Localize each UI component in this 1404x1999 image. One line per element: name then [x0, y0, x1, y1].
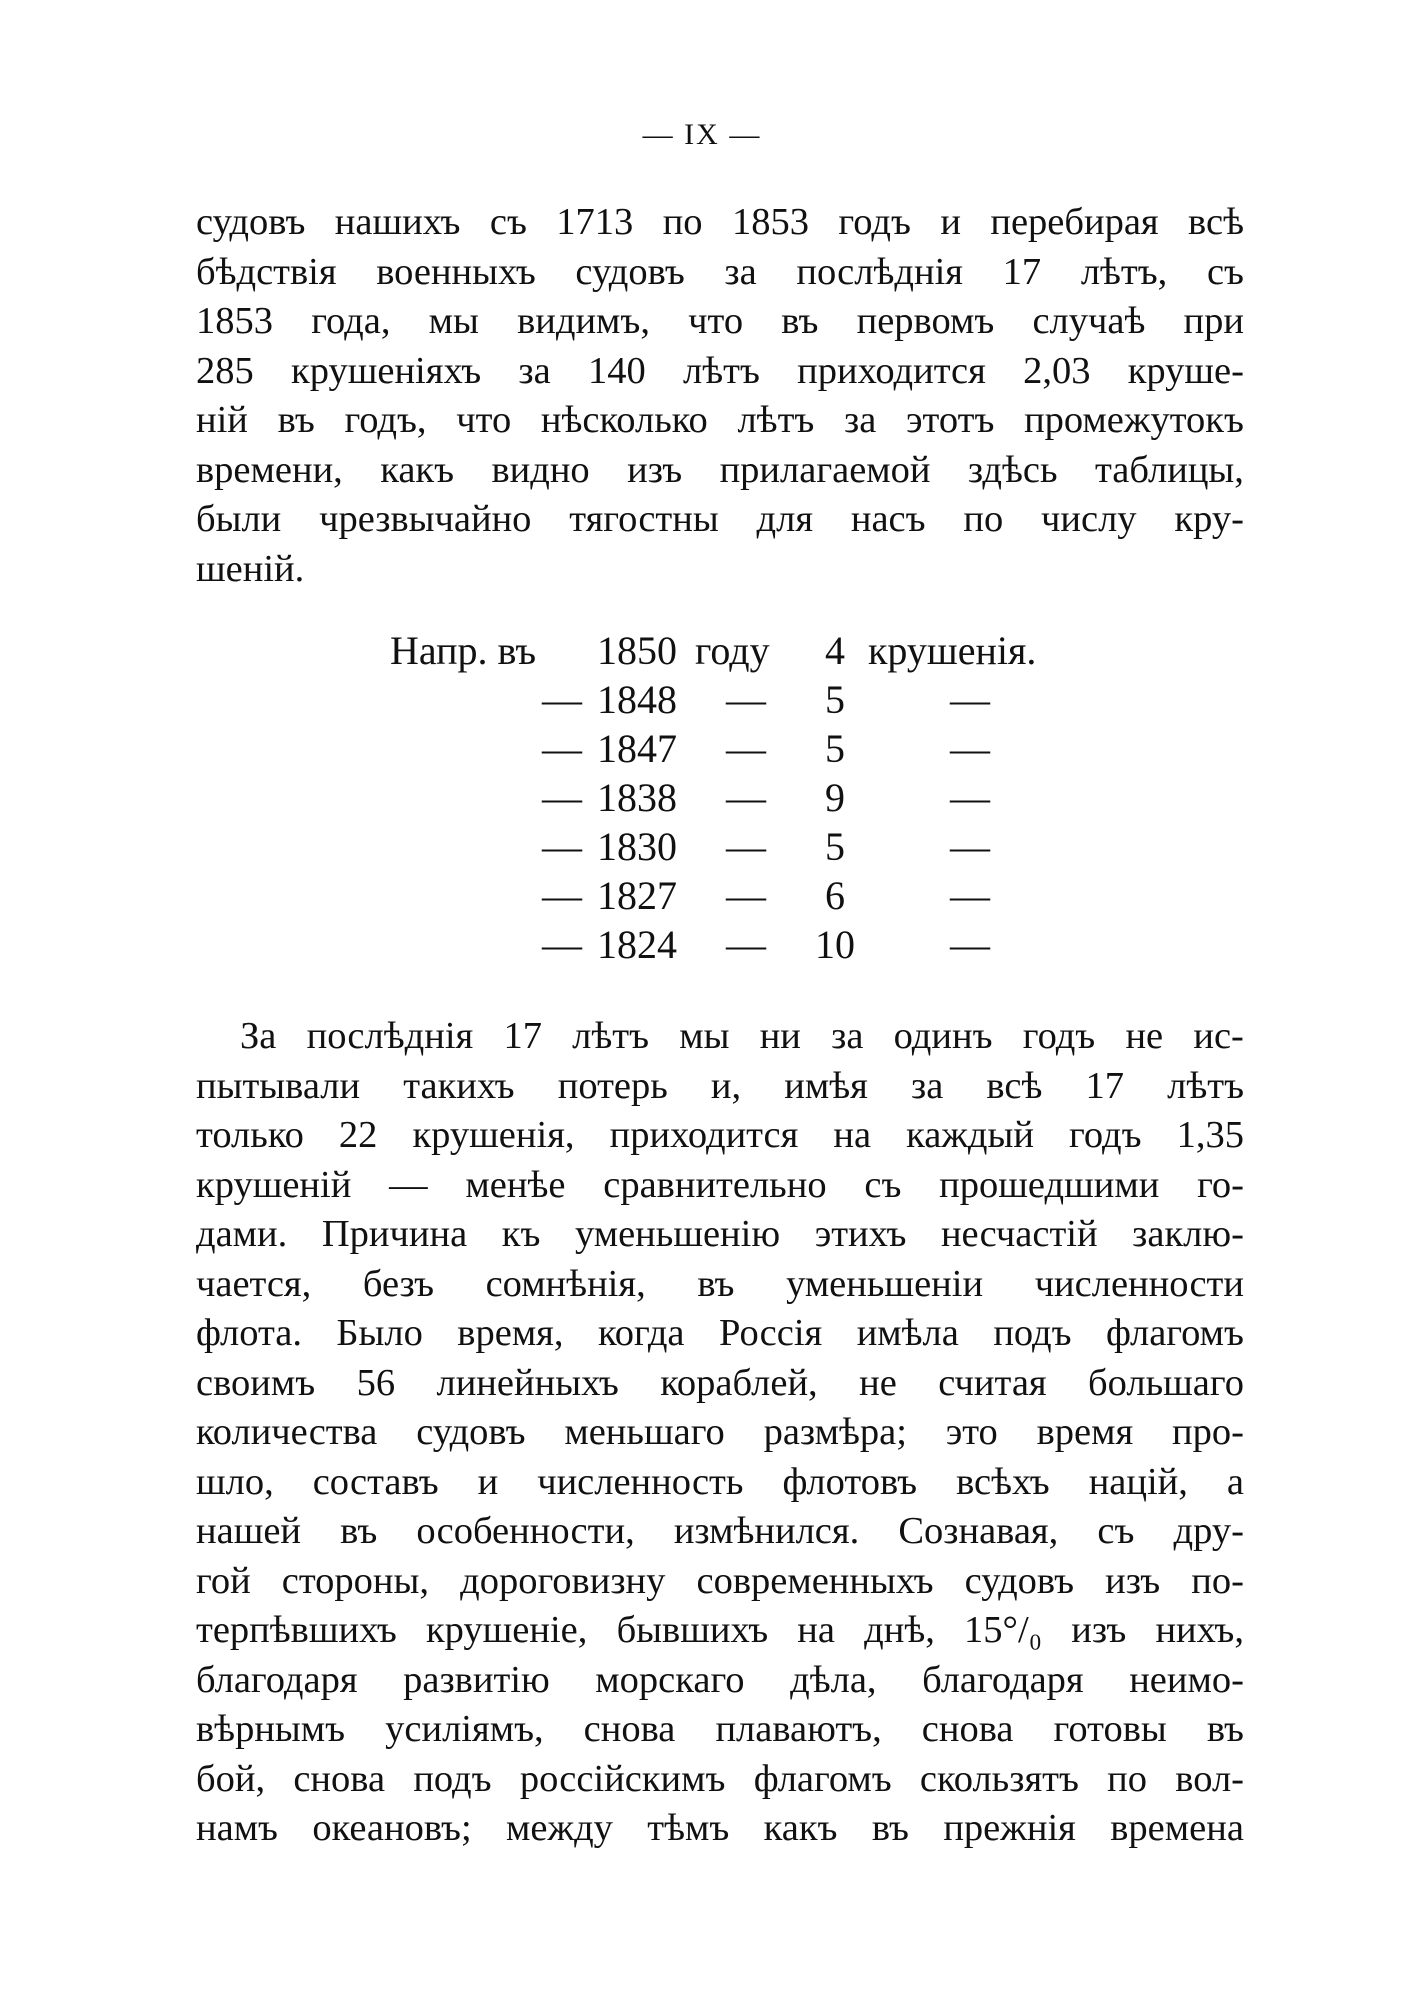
ditto-dash: —: [726, 873, 766, 918]
table-year: 1848: [597, 677, 677, 722]
table-year: 1827: [597, 873, 677, 918]
ditto-dash: —: [950, 677, 990, 722]
table-count: 6: [825, 873, 845, 918]
ditto-dash: —: [726, 775, 766, 820]
ditto-dash: —: [542, 775, 582, 820]
text-line: 285 крушеніяхъ за 140 лѣтъ приходится 2,03 круше-: [196, 349, 1244, 392]
table-count: 4: [825, 628, 845, 673]
table-word: году: [695, 628, 770, 673]
text-line: намъ океановъ; между тѣмъ какъ въ прежнія времена: [196, 1807, 1244, 1849]
text-line: вѣрнымъ усиліямъ, снова плаваютъ, снова готовы въ: [196, 1708, 1244, 1750]
table-row: [0, 724, 1404, 773]
text-line: терпѣвшихъ крушеніе, бывшихъ на днѣ, 15°/₀ изъ нихъ,: [196, 1609, 1244, 1651]
table-row: [0, 822, 1404, 871]
ditto-dash: —: [542, 726, 582, 771]
text-line: пытывали такихъ потерь и, имѣя за всѣ 17 лѣтъ: [196, 1064, 1244, 1107]
text-line: благодаря развитію морскаго дѣла, благодаря неимо-: [196, 1658, 1244, 1701]
page-number: — IX —: [642, 118, 762, 151]
text-line: шеній.: [196, 547, 305, 590]
text-line: времени, какъ видно изъ прилагаемой здѣсь таблицы,: [196, 448, 1244, 491]
table-year: 1847: [597, 726, 677, 771]
ditto-dash: —: [726, 824, 766, 869]
ditto-dash: —: [542, 873, 582, 918]
table-year: 1850: [597, 628, 677, 673]
text-line: шло, составъ и численность флотовъ всѣхъ націй, а: [196, 1460, 1244, 1503]
text-line: бѣдствія военныхъ судовъ за послѣднія 17 лѣтъ, съ: [196, 250, 1244, 293]
text-line: гой стороны, дороговизну современныхъ судовъ изъ по-: [196, 1559, 1244, 1602]
ditto-dash: —: [950, 873, 990, 918]
ditto-dash: —: [726, 726, 766, 771]
text-line: количества судовъ меньшаго размѣра; это время про-: [196, 1411, 1244, 1453]
text-line: флота. Было время, когда Россія имѣла подъ флагомъ: [196, 1312, 1244, 1354]
table-count: 5: [825, 824, 845, 869]
table-year: 1838: [597, 775, 677, 820]
text-line: судовъ нашихъ съ 1713 по 1853 годъ и перебирая всѣ: [196, 201, 1244, 243]
paragraph-1: [196, 198, 1244, 594]
ditto-dash: —: [542, 824, 582, 869]
text-line: 1853 года, мы видимъ, что въ первомъ случаѣ при: [196, 300, 1244, 342]
table-row: [0, 675, 1404, 724]
ditto-dash: —: [950, 775, 990, 820]
text-line: дами. Причина къ уменьшенію этихъ несчастій заклю-: [196, 1213, 1244, 1255]
text-line: нашей въ особенности, измѣнился. Сознавая, съ дру-: [196, 1510, 1244, 1552]
table-count: 5: [825, 677, 845, 722]
ditto-dash: —: [726, 922, 766, 967]
table-count: 5: [825, 726, 845, 771]
text-line: крушеній — менѣе сравнительно съ прошедшими го-: [196, 1163, 1244, 1206]
text-line: были чрезвычайно тягостны для насъ по числу кру-: [196, 498, 1244, 540]
ditto-dash: —: [950, 922, 990, 967]
table-row: [0, 920, 1404, 969]
ditto-dash: —: [726, 677, 766, 722]
table-count: 10: [815, 922, 855, 967]
shipwreck-table: [0, 626, 1404, 969]
table-row: [0, 773, 1404, 822]
paragraph-2: [196, 1012, 1244, 1854]
text-line: чается, безъ сомнѣнія, въ уменьшеніи численности: [196, 1262, 1244, 1305]
table-row: [0, 626, 1404, 675]
table-year: 1830: [597, 824, 677, 869]
table-row: [0, 871, 1404, 920]
text-line: своимъ 56 линейныхъ кораблей, не считая большаго: [196, 1361, 1244, 1404]
table-year: 1824: [597, 922, 677, 967]
table-prefix: Напр. въ: [390, 628, 537, 673]
table-unit: крушенія.: [868, 628, 1037, 673]
ditto-dash: —: [950, 726, 990, 771]
ditto-dash: —: [950, 824, 990, 869]
ditto-dash: —: [542, 677, 582, 722]
text-line: бой, снова подъ россійскимъ флагомъ скользятъ по вол-: [196, 1757, 1244, 1800]
table-count: 9: [825, 775, 845, 820]
text-line: только 22 крушенія, приходится на каждый годъ 1,35: [196, 1114, 1244, 1156]
text-line: ній въ годъ, что нѣсколько лѣтъ за этотъ промежутокъ: [196, 399, 1244, 441]
ditto-dash: —: [542, 922, 582, 967]
text-line: За послѣднія 17 лѣтъ мы ни за одинъ годъ не ис-: [240, 1015, 1244, 1057]
